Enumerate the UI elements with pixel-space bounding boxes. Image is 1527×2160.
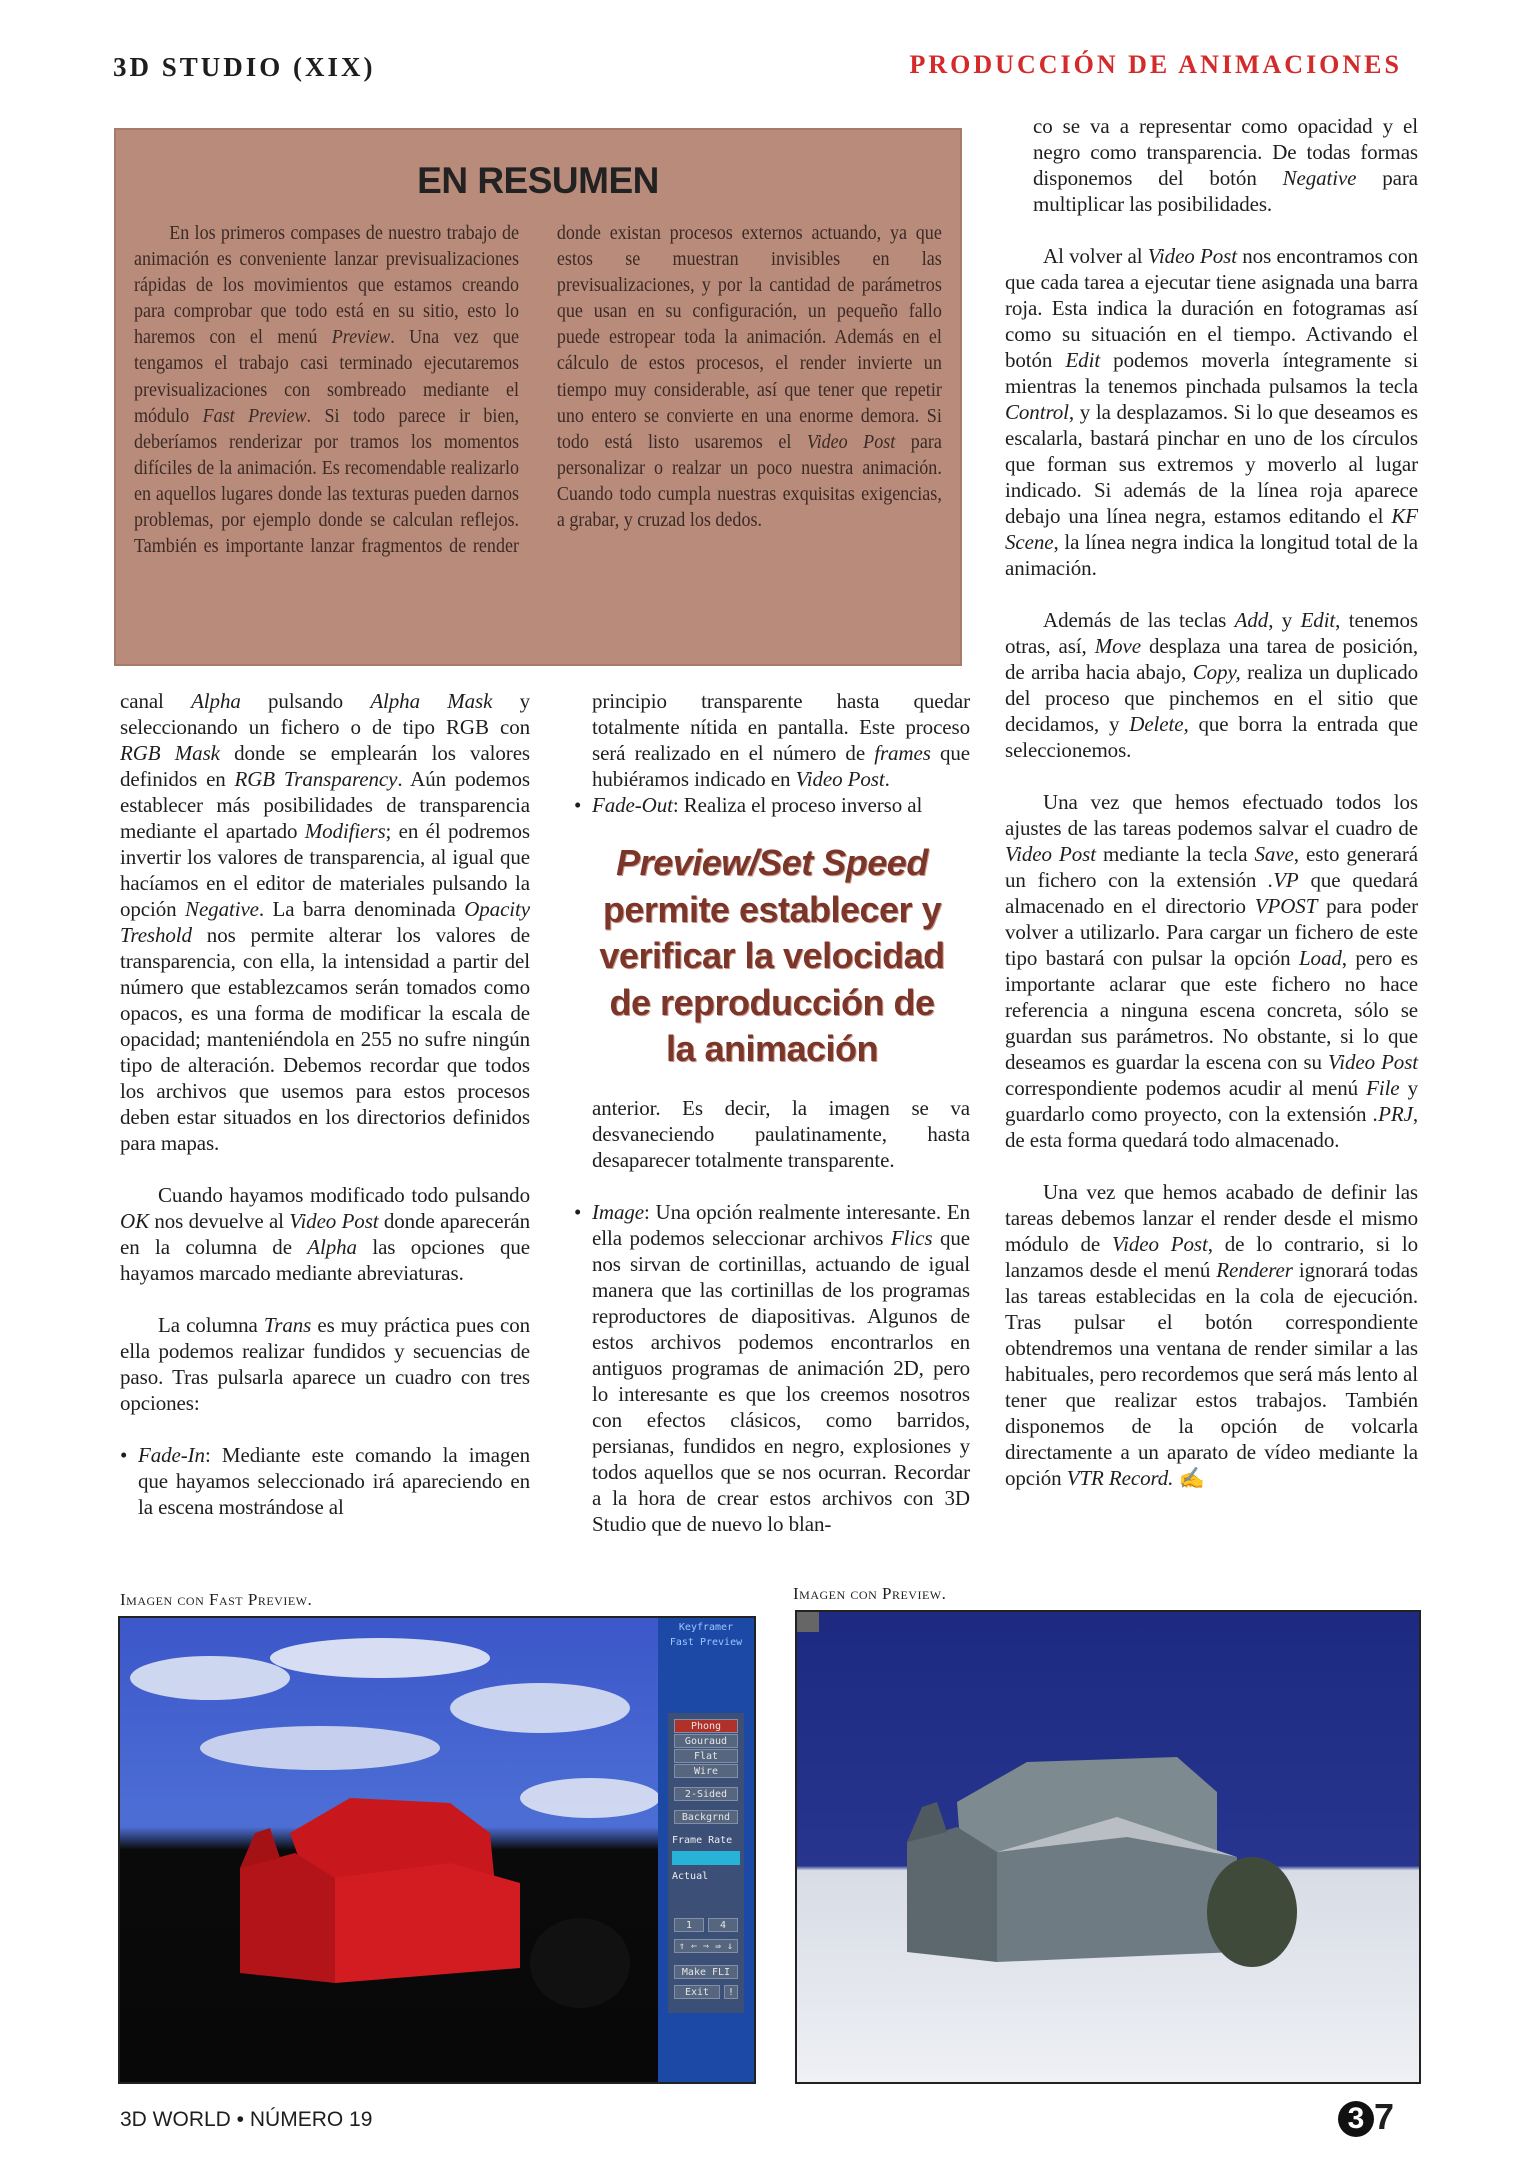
help-button[interactable]: ! (724, 1985, 738, 1999)
pull-quote (566, 840, 978, 1073)
flat-button[interactable]: Flat (674, 1749, 738, 1763)
summary-text: En los primeros compases de nuestro trabajo de animación es conveniente lanzar previsualizaciones rápidas de los movimientos que estamos creando para comprobar que todo está en su sitio, esto lo haremos con el menú Preview. Una vez que tengamos el trabajo casi terminado ejecutaremos previsualizaciones con sombreado mediante el módulo Fast Preview. Si todo parece ir bien, deberíamos renderizar por tramos los momentos difíciles de la animación. Es recomendable realizarlo en aquellos lugares donde las texturas pueden darnos problemas, por ejemplo donde se calculan reflejos. También es importante lanzar fragmentos de render donde existan procesos externos actuando, ya que estos se muestran invisibles en las previsualizaciones, y por la cantidad de parámetros que usan en su configuración, un pequeño fallo puede estropear toda la animación. Además en el cálculo de estos procesos, el render invierte un tiempo muy considerable, así que tener que repetir uno entero se convierte en una enorme demora. Si todo está listo usaremos el Video Post para personalizar o realzar un poco nuestra animación. Cuando todo cumpla nuestras exquisitas exigencias, a grabar, y cruzad los dedos. (134, 222, 942, 558)
running-header-right: PRODUCCIÓN DE ANIMACIONES (909, 50, 1402, 79)
fast-preview-panel (658, 1618, 754, 2082)
paragraph: Una vez que hemos efectuado todos los ajustes de las tareas podemos salvar el cuadro de Video Post mediante la tecla Save, esto generará un fichero con la extensión .VP que quedará almacenado en el directorio VPOST para poder volver a utilizarlo. Para cargar un fichero de este tipo bastará con pulsar la opción Load, pero es importante aclarar que este fichero no hace referencia a ninguna escena concreta, sólo se guardan sus parámetros. No obstante, si lo que deseamos es guardar la escena con su Video Post correspondiente podemos acudir al menú File y guardarlo como proyecto, con la extensión .PRJ, de esta forma quedará todo almacenado. (1005, 790, 1419, 1152)
paragraph: Una vez que hemos acabado de definir las tareas debemos lanzar el render desde el mismo módulo de Video Post, de lo contrario, si lo lanzamos desde el menú Renderer ignorará todas las tareas establecidas en la cola de ejecución. Tras pulsar el botón correspondiente obtendremos una ventana de render similar a las habituales, pero recordemos que será más lento al tener que realizar estos trabajos. También disponemos de la opción de volcarla directamente a un aparato de vídeo mediante la opción VTR Record. ✍ (1005, 1180, 1418, 1490)
playback-nav-buttons[interactable]: ⇑ ⇐ ⇒ ⇛ ⇓ (674, 1939, 738, 1953)
page-number (1338, 2096, 1394, 2138)
paragraph: Además de las teclas Add, y Edit, tenemos otras, así, Move desplaza una tarea de posición, de arriba hacia abajo, Copy, realiza un duplicado del proceso que pinchemos en el sitio que decidamos, y Delete, que borra la entrada que seleccionemos. (1005, 608, 1419, 762)
pull-quote-line: la animación (665, 1028, 879, 1069)
step-4-button[interactable]: 4 (708, 1918, 738, 1932)
bullet-fade-out: • Fade-Out: Realiza el proceso inverso al (574, 792, 970, 818)
bullet-image: • Image: Una opción realmente interesante. En ella podemos seleccionar archivos Flics que nos sirvan de cortinillas, actuando de igual manera que las cortinillas de los programas reproductores de diapositivas. Algunos de estos archivos podemos encontrarlos en antiguos programas de animación 2D, pero lo interesante es que los creemos nosotros con efectos clásicos, como barridos, persianas, fundidos en negro, explosiones y todos aquellos que se nos ocurran. Recordar a la hora de crear estos archivos con 3D Studio que de nuevo lo blan- (574, 1199, 970, 1537)
frame-rate-slider[interactable] (672, 1851, 740, 1865)
frame-rate-label: Frame Rate (672, 1835, 733, 1846)
two-sided-button[interactable]: 2-Sided (674, 1787, 738, 1801)
fast-preview-screenshot (118, 1616, 756, 2084)
preview-screenshot (795, 1610, 1421, 2084)
actual-label: Actual (672, 1871, 709, 1882)
step-1-button[interactable]: 1 (674, 1918, 704, 1932)
gray-church-render (797, 1612, 1419, 2082)
red-church-render (120, 1618, 660, 2082)
footer-magazine-issue: 3D WORLD • NÚMERO 19 (120, 2108, 373, 2131)
exit-button[interactable]: Exit (674, 1985, 720, 1999)
middle-column (574, 688, 970, 1537)
wire-button[interactable]: Wire (674, 1764, 738, 1778)
paragraph: co se va a representar como opacidad y el negro como transparencia. De todas formas disponemos del botón Negative para multiplicar las posibilidades. (1033, 114, 1418, 216)
caption-preview: Imagen con Preview. (793, 1584, 947, 1603)
right-column (1005, 113, 1418, 1491)
summary-box (114, 128, 962, 666)
gouraud-button[interactable]: Gouraud (674, 1734, 738, 1748)
paragraph: Al volver al Video Post nos encontramos con que cada tarea a ejecutar tiene asignada una barra roja. Esta indica la duración en fotogramas así como su situación en el tiempo. Activando el botón Edit podemos moverla íntegramente si mientras la tenemos pinchada pulsamos la tecla Control, y la desplazamos. Si lo que deseamos es escalarla, bastará pinchar en uno de los círculos que forman sus extremos y moverlo al lugar indicado. Si además de la línea roja aparece debajo una línea negra, estamos editando el KF Scene, la línea negra indica la longitud total de la animación. (1005, 244, 1418, 580)
make-fli-button[interactable]: Make FLI (674, 1965, 738, 1979)
paragraph: canal Alpha pulsando Alpha Mask y seleccionando un fichero o de tipo RGB con RGB Mask donde se emplearán los valores definidos en RGB Transparency. Aún podemos establecer más posibilidades de transparencia mediante el apartado Modifiers; en él podremos invertir los valores de transparencia, al igual que hacíamos en el editor de materiales pulsando la opción Negative. La barra denominada Opacity Treshold nos permite alterar los valores de transparencia, con ella, la intensidad a partir del número que establezcamos serán tomados como opacos, es una forma de modificar la escala de opacidad; manteniéndola en 255 no sufre ningún tipo de alteración. Debemos recordar que todos los archivos que usemos para estos procesos deben estar situados en los directorios definidos para mapas. (120, 689, 530, 1155)
paragraph: Cuando hayamos modificado todo pulsando OK nos devuelve al Video Post donde aparecerán en la columna de Alpha las opciones que hayamos marcado mediante abreviaturas. (120, 1183, 530, 1285)
pull-quote-line: verificar la velocidad (599, 935, 945, 976)
phong-button[interactable]: Phong (674, 1719, 738, 1733)
left-column (120, 688, 530, 1520)
panel-title-keyframer: Keyframer (678, 1622, 734, 1633)
caption-fast-preview: Imagen con Fast Preview. (120, 1590, 313, 1609)
running-header-left: 3D STUDIO (XIX) (113, 52, 376, 82)
paragraph: anterior. Es decir, la imagen se va desvaneciendo paulatinamente, hasta desaparecer totalmente transparente. (592, 1095, 970, 1172)
pull-quote-line: Preview/Set Speed (616, 842, 928, 883)
summary-title: EN RESUMEN (417, 160, 659, 201)
pull-quote-line: permite establecer y (602, 888, 942, 930)
pull-quote-line: de reproducción de (609, 981, 935, 1023)
panel-title-fast-preview: Fast Preview (669, 1637, 743, 1648)
page-number-circled-digit: 3 (1338, 2101, 1374, 2137)
paragraph: principio transparente hasta quedar totalmente nítida en pantalla. Este proceso será realizado en el número de frames que hubiéramos indicado en Video Post. (592, 689, 970, 791)
page-number-digit: 7 (1374, 2096, 1395, 2137)
bullet-fade-in: • Fade-In: Mediante este comando la imagen que hayamos seleccionado irá apareciendo en la escena mostrándose al (120, 1442, 530, 1520)
paragraph: La columna Trans es muy práctica pues con ella podemos realizar fundidos y secuencias de paso. Tras pulsarla aparece un cuadro con tres opciones: (120, 1313, 531, 1415)
background-button[interactable]: Backgrnd (674, 1810, 738, 1824)
